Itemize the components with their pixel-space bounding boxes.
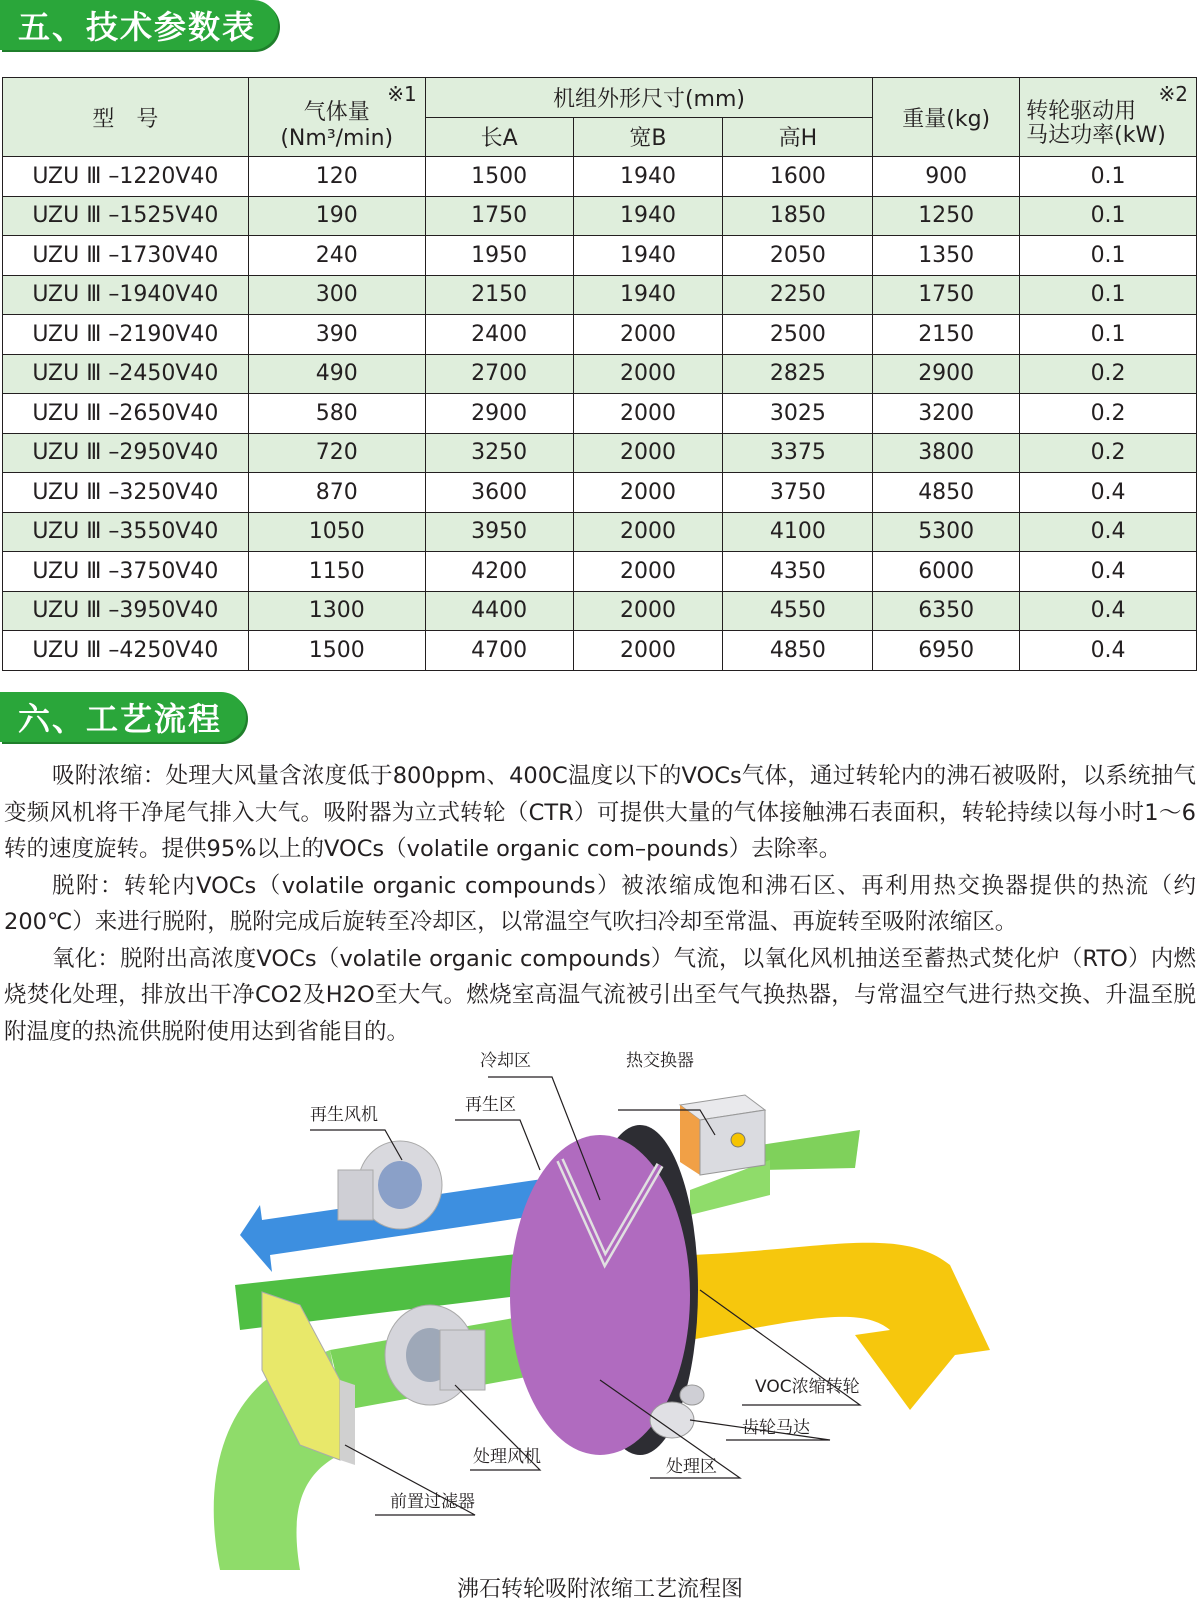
table-cell: 1350 [873,236,1020,276]
table-cell: 2400 [425,315,573,355]
table-cell: UZU Ⅲ –1730V40 [3,236,249,276]
table-cell: UZU Ⅲ –2650V40 [3,394,249,434]
table-cell: 6350 [873,591,1020,631]
header-model: 型 号 [3,78,249,157]
table-cell: 870 [248,473,425,513]
table-cell: 580 [248,394,425,434]
label-heat-exchanger: 热交换器 [626,1051,694,1071]
process-description [4,758,1196,1050]
note-mark-2: ※2 [1158,82,1188,106]
process-flow-diagram [0,1050,1200,1570]
table-cell: 0.1 [1020,236,1197,276]
table-cell: 1500 [425,157,573,197]
header-width: 宽B [573,117,723,157]
table-cell: 2000 [573,512,723,552]
table-cell: 4850 [873,473,1020,513]
heat-return-flow [760,1130,860,1170]
table-cell: 2250 [723,275,873,315]
table-cell: 2000 [573,354,723,394]
voc-wheel-icon [510,1125,704,1455]
table-cell: 2000 [573,394,723,434]
table-cell: 1850 [723,196,873,236]
table-cell: 390 [248,315,425,355]
diagram-caption: 沸石转轮吸附浓缩工艺流程图 [456,1577,743,1602]
label-prefilter: 前置过滤器 [390,1492,475,1512]
paragraph-oxidation: 氧化：脱附出高浓度VOCs（volatile organic compounds）气流，以氧化风机抽送至蓄热式焚化炉（RTO）内燃烧焚化处理，排放出干净CO2及H2O至大气。燃烧室高温气流被引出至气气换热器，与常温空气进行热交换、升温至脱附温度的热流供脱附使用达到省能目的。 [4,945,1196,1045]
table-row [3,236,1197,276]
table-row [3,394,1197,434]
table-cell: 2700 [425,354,573,394]
table-cell: 2150 [425,275,573,315]
table-cell: 190 [248,196,425,236]
table-cell: 2000 [573,631,723,671]
table-cell: 4200 [425,552,573,592]
section-title-process: 六、工艺流程 [0,692,246,742]
table-cell: 2050 [723,236,873,276]
table-cell: 1250 [873,196,1020,236]
table-cell: 2500 [723,315,873,355]
table-row [3,275,1197,315]
table-row [3,315,1197,355]
table-cell: 3800 [873,433,1020,473]
table-cell: 0.1 [1020,196,1197,236]
label-voc-wheel: VOC浓缩转轮 [755,1377,860,1397]
table-cell: 2000 [573,315,723,355]
table-cell: 1750 [425,196,573,236]
note-mark-1: ※1 [387,82,417,106]
table-cell: UZU Ⅲ –3750V40 [3,552,249,592]
table-cell: 3025 [723,394,873,434]
header-gas-label: 气体量(Nm³/min) [280,100,394,151]
table-cell: 240 [248,236,425,276]
table-cell: 3250 [425,433,573,473]
table-cell: 1940 [573,275,723,315]
table-cell: 0.2 [1020,354,1197,394]
table-cell: 3600 [425,473,573,513]
header-dims: 机组外形尺寸(mm) [425,78,873,118]
table-row [3,631,1197,671]
table-cell: 2000 [573,552,723,592]
table-cell: 0.4 [1020,552,1197,592]
label-process-fan: 处理风机 [473,1447,541,1467]
table-cell: 0.1 [1020,157,1197,197]
table-cell: 1050 [248,512,425,552]
table-cell: UZU Ⅲ –3250V40 [3,473,249,513]
table-cell: 900 [873,157,1020,197]
regen-fan-icon [338,1141,442,1229]
table-row [3,473,1197,513]
table-cell: UZU Ⅲ –2190V40 [3,315,249,355]
table-cell: 0.4 [1020,591,1197,631]
table-cell: 1600 [723,157,873,197]
table-cell: 1950 [425,236,573,276]
table-cell: 2000 [573,591,723,631]
table-cell: 0.2 [1020,394,1197,434]
table-cell: 4400 [425,591,573,631]
table-cell: 3375 [723,433,873,473]
table-cell: 300 [248,275,425,315]
table-cell: 0.4 [1020,631,1197,671]
header-weight: 重量(kg) [873,78,1020,157]
table-cell: UZU Ⅲ –2450V40 [3,354,249,394]
header-gas [248,78,425,157]
paragraph-desorption: 脱附：转轮内VOCs（volatile organic compounds）被浓缩成饱和沸石区、再利用热交换器提供的热流（约200℃）来进行脱附，脱附完成后旋转至冷却区，以常温空气吹扫冷却至常温、再旋转至吸附浓缩区。 [4,872,1196,935]
table-cell: 2825 [723,354,873,394]
table-cell: 1750 [873,275,1020,315]
table-cell: 4550 [723,591,873,631]
table-cell: 1500 [248,631,425,671]
header-length: 长A [425,117,573,157]
header-height: 高H [723,117,873,157]
table-cell: 1940 [573,236,723,276]
table-row [3,591,1197,631]
table-cell: 120 [248,157,425,197]
header-motor [1020,78,1197,157]
table-row [3,354,1197,394]
table-cell: 2900 [425,394,573,434]
table-cell: 0.4 [1020,512,1197,552]
table-cell: 1300 [248,591,425,631]
table-cell: UZU Ⅲ –1940V40 [3,275,249,315]
table-cell: 2000 [573,473,723,513]
section-title-params: 五、技术参数表 [0,0,278,50]
table-row [3,157,1197,197]
table-cell: 5300 [873,512,1020,552]
table-cell: 0.2 [1020,433,1197,473]
table-cell: UZU Ⅲ –2950V40 [3,433,249,473]
process-fan-icon [385,1305,485,1405]
table-cell: 6950 [873,631,1020,671]
table-row [3,512,1197,552]
table-cell: UZU Ⅲ –1220V40 [3,157,249,197]
table-cell: 1940 [573,157,723,197]
label-process-zone: 处理区 [666,1457,717,1477]
table-cell: 4850 [723,631,873,671]
table-cell: 720 [248,433,425,473]
table-cell: 1150 [248,552,425,592]
label-regen-zone: 再生区 [465,1095,516,1115]
table-cell: UZU Ⅲ –3550V40 [3,512,249,552]
header-motor-line1: 转轮驱动用 [1026,99,1137,124]
table-cell: 2150 [873,315,1020,355]
table-cell: 6000 [873,552,1020,592]
label-regen-fan: 再生风机 [310,1105,378,1125]
table-cell: UZU Ⅲ –3950V40 [3,591,249,631]
label-cooling-zone: 冷却区 [480,1051,531,1071]
header-motor-line2: 马达功率(kW) [1026,123,1166,148]
table-row [3,552,1197,592]
table-cell: 4700 [425,631,573,671]
table-row [3,196,1197,236]
table-cell: 0.4 [1020,473,1197,513]
table-cell: UZU Ⅲ –1525V40 [3,196,249,236]
table-cell: UZU Ⅲ –4250V40 [3,631,249,671]
paragraph-adsorption: 吸附浓缩：处理大风量含浓度低于800ppm、400C温度以下的VOCs气体，通过转轮内的沸石被吸附，以系统抽气变频风机将干净尾气排入大气。吸附器为立式转轮（CTR）可提供大量的气体接触沸石表面积，转轮持续以每小时1～6转的速度旋转。提供95%以上的VOCs（volatile organic com–pounds）去除率。 [4,763,1196,862]
table-cell: 3950 [425,512,573,552]
heat-exchanger-icon [680,1095,765,1175]
table-cell: 3750 [723,473,873,513]
table-cell: 4350 [723,552,873,592]
table-cell: 0.1 [1020,315,1197,355]
table-cell: 490 [248,354,425,394]
table-row [3,433,1197,473]
table-cell: 0.1 [1020,275,1197,315]
table-cell: 2000 [573,433,723,473]
table-cell: 3200 [873,394,1020,434]
table-cell: 4100 [723,512,873,552]
table-cell: 1940 [573,196,723,236]
label-gear-motor: 齿轮马达 [742,1418,810,1438]
spec-table [2,77,1197,671]
table-cell: 2900 [873,354,1020,394]
